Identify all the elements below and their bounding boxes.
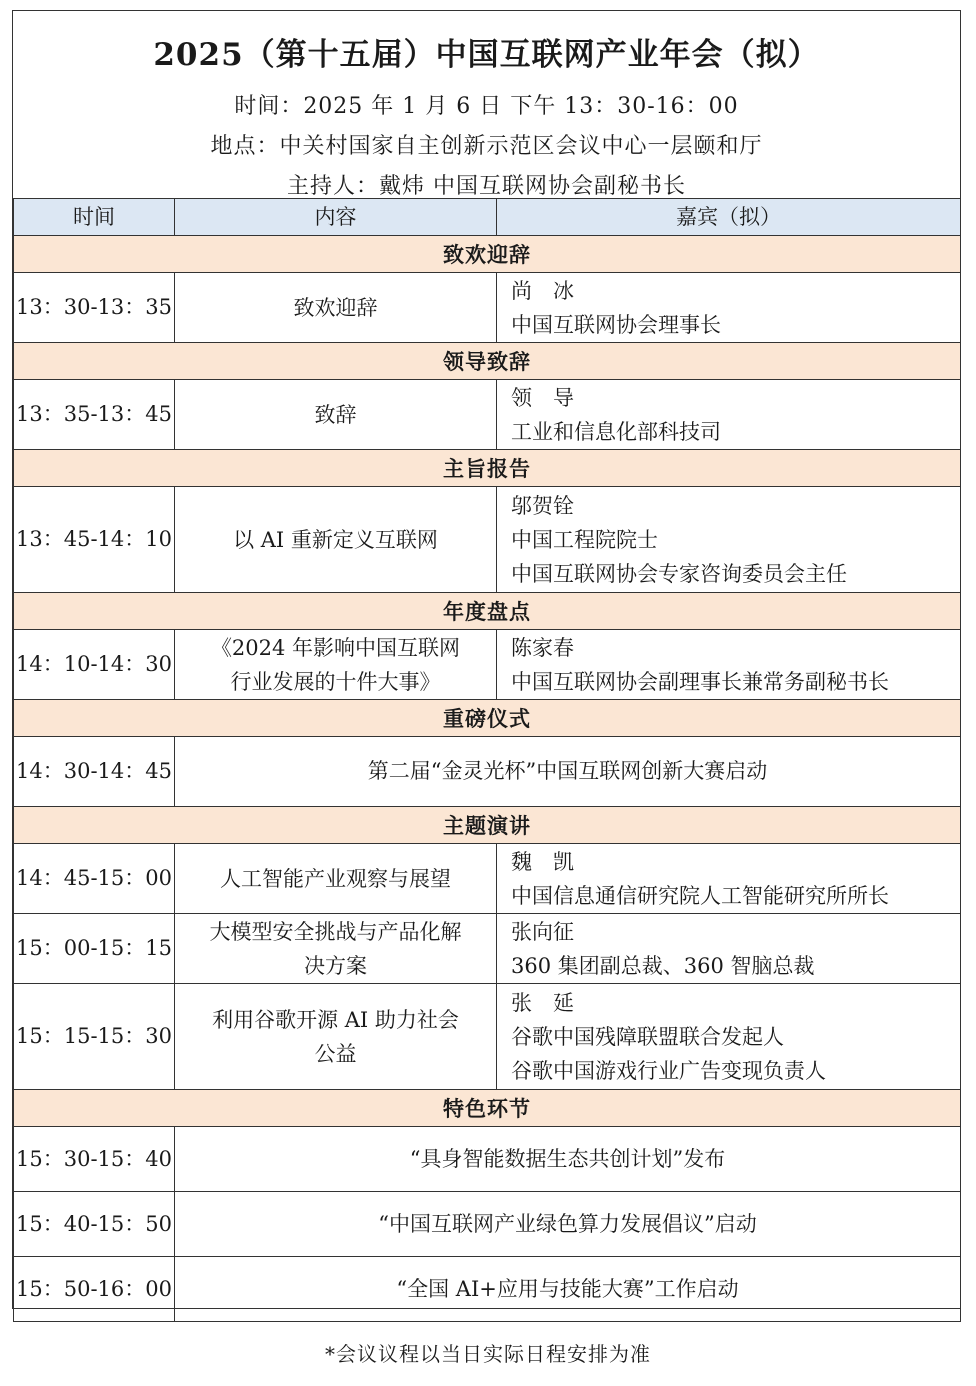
agenda-time: 15：40-15：50 (14, 1192, 175, 1257)
agenda-row (14, 273, 961, 343)
agenda-guests (497, 273, 961, 343)
guest-name: 邬贺铨 (511, 493, 574, 518)
agenda-content (175, 273, 497, 343)
guest-name: 魏 凯 (511, 849, 574, 874)
content-line: 行业发展的十件大事》 (230, 669, 441, 694)
agenda-ceremony: “全国 AI+应用与技能大赛”工作启动 (175, 1257, 961, 1322)
guest-title: 谷歌中国残障联盟联合发起人 (511, 1024, 784, 1049)
section-header-row (14, 450, 961, 487)
guest-name: 陈家春 (511, 635, 574, 660)
agenda-ceremony: 第二届“金灵光杯”中国互联网创新大赛启动 (175, 737, 961, 807)
table-header-row (14, 199, 961, 236)
agenda-row (14, 737, 961, 807)
agenda-content (175, 984, 497, 1090)
guest-title: 工业和信息化部科技司 (511, 419, 721, 444)
agenda-row (14, 1257, 961, 1322)
section-header-row (14, 343, 961, 380)
section-header-row (14, 700, 961, 737)
agenda-row (14, 1127, 961, 1192)
event-host: 主持人：戴炜 中国互联网协会副秘书长 (287, 174, 686, 199)
section-title: 年度盘点 (14, 593, 961, 630)
guest-name: 张 延 (511, 990, 574, 1015)
agenda-time: 15：15-15：30 (14, 984, 175, 1090)
content-line: 利用谷歌开源 AI 助力社会 (212, 1007, 459, 1032)
content-line: 大模型安全挑战与产品化解 (209, 919, 462, 944)
agenda-time: 13：30-13：35 (14, 273, 175, 343)
section-title: 重磅仪式 (14, 700, 961, 737)
guest-title: 中国信息通信研究院人工智能研究所所长 (511, 883, 889, 908)
agenda-body (14, 236, 961, 1322)
section-header-row (14, 236, 961, 273)
section-title: 特色环节 (14, 1090, 961, 1127)
guest-title: 中国互联网协会理事长 (511, 312, 721, 337)
section-header-row (14, 807, 961, 844)
agenda-row (14, 487, 961, 593)
section-header-row (14, 1090, 961, 1127)
agenda-sheet (12, 10, 961, 1309)
guest-name: 张向征 (511, 919, 574, 944)
agenda-time: 15：50-16：00 (14, 1257, 175, 1322)
section-title: 致欢迎辞 (14, 236, 961, 273)
agenda-guests (497, 630, 961, 700)
footer-note: *会议议程以当日实际日程安排为准 (325, 1342, 651, 1366)
guest-title: 360 集团副总裁、360 智脑总裁 (511, 953, 815, 978)
agenda-time: 15：00-15：15 (14, 914, 175, 984)
section-header-row (14, 593, 961, 630)
agenda-content (175, 630, 497, 700)
agenda-ceremony: “具身智能数据生态共创计划”发布 (175, 1127, 961, 1192)
guest-name: 尚 冰 (511, 278, 574, 303)
content-line: 公益 (314, 1041, 357, 1066)
guest-title: 谷歌中国游戏行业广告变现负责人 (511, 1058, 826, 1083)
agenda-ceremony: “中国互联网产业绿色算力发展倡议”启动 (175, 1192, 961, 1257)
agenda-guests (497, 984, 961, 1090)
guest-title: 中国工程院院士 (511, 527, 658, 552)
event-time: 时间：2025 年 1 月 6 日 下午 13：30-16：00 (234, 94, 739, 119)
agenda-content (175, 914, 497, 984)
section-title: 主旨报告 (14, 450, 961, 487)
agenda-content (175, 380, 497, 450)
agenda-content (175, 844, 497, 914)
section-title: 领导致辞 (14, 343, 961, 380)
content-line: 以 AI 重新定义互联网 (233, 527, 438, 552)
content-line: 《2024 年影响中国互联网 (210, 635, 461, 660)
section-title: 主题演讲 (14, 807, 961, 844)
column-header-guests: 嘉宾（拟） (497, 199, 961, 236)
content-line: 人工智能产业观察与展望 (220, 866, 451, 891)
agenda-time: 13：45-14：10 (14, 487, 175, 593)
event-location: 地点：中关村国家自主创新示范区会议中心一层颐和厅 (210, 134, 763, 159)
agenda-guests (497, 844, 961, 914)
guest-title: 中国互联网协会专家咨询委员会主任 (511, 561, 847, 586)
content-line: 致欢迎辞 (293, 295, 378, 320)
agenda-row (14, 630, 961, 700)
guest-title: 中国互联网协会副理事长兼常务副秘书长 (511, 669, 889, 694)
agenda-row (14, 914, 961, 984)
agenda-time: 14：30-14：45 (14, 737, 175, 807)
agenda-time: 14：10-14：30 (14, 630, 175, 700)
content-line: 致辞 (314, 402, 357, 427)
agenda-guests (497, 380, 961, 450)
agenda-row (14, 380, 961, 450)
agenda-guests (497, 914, 961, 984)
agenda-time: 15：30-15：40 (14, 1127, 175, 1192)
agenda-row (14, 1192, 961, 1257)
agenda-table (13, 198, 961, 1322)
agenda-time: 13：35-13：45 (14, 380, 175, 450)
column-header-time: 时间 (14, 199, 175, 236)
agenda-time: 14：45-15：00 (14, 844, 175, 914)
agenda-content (175, 487, 497, 593)
agenda-guests (497, 487, 961, 593)
column-header-content: 内容 (175, 199, 497, 236)
guest-name: 领 导 (511, 385, 574, 410)
page-title: 2025（第十五届）中国互联网产业年会（拟） (153, 37, 820, 73)
content-line: 决方案 (304, 953, 367, 978)
agenda-row (14, 984, 961, 1090)
agenda-row (14, 844, 961, 914)
